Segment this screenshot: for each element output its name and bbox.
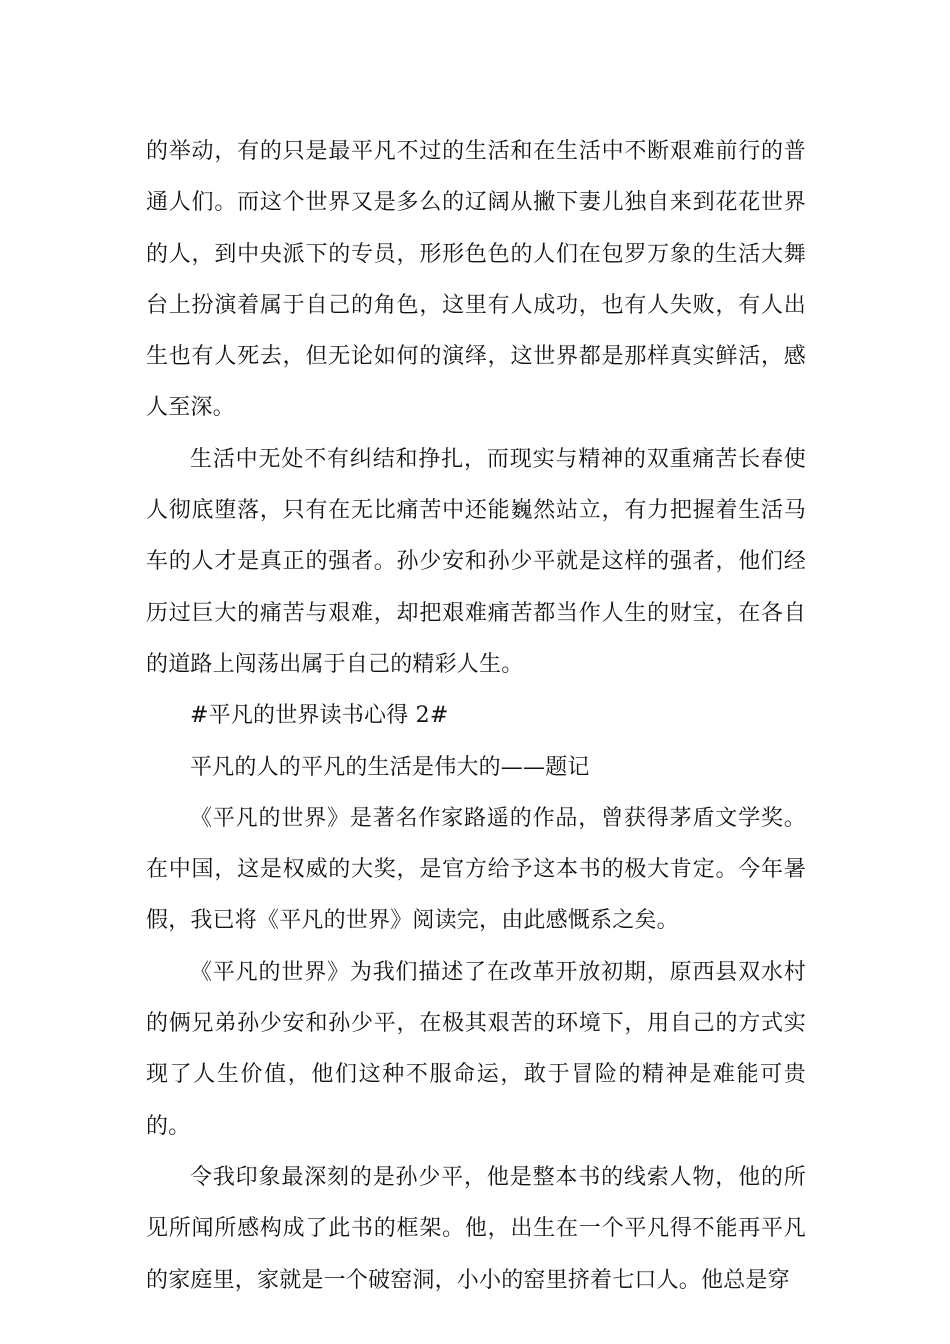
paragraph-1: 的举动，有的只是最平凡不过的生活和在生活中不断艰难前行的普通人们。而这个世界又是多么的辽阔从撇下妻儿独自来到花花世界的人，到中央派下的专员，形形色色的人们在包罗万象的生活大舞台上扮演着属于自己的角色，这里有人成功，也有人失败，有人出生也有人死去，但无论如何的演绎，这世界都是那样真实鲜活，感人至深。: [146, 139, 806, 421]
paragraph-5: 令我印象最深刻的是孙少平，他是整本书的线索人物，他的所见所闻所感构成了此书的框架。他，出生在一个平凡得不能再平凡的家庭里，家就是一个破窑洞，小小的窑里挤着七口人。他总是穿: [146, 1164, 806, 1293]
paragraph-4: 《平凡的世界》为我们描述了在改革开放初期，原西县双水村的俩兄弟孙少安和孙少平，在极其艰苦的环境下，用自己的方式实现了人生价值，他们这种不服命运，敢于冒险的精神是难能可贵的。: [146, 959, 806, 1139]
document-body: [146, 126, 806, 1306]
section-heading: #平凡的世界读书心得 2#: [190, 703, 449, 729]
epigraph: 平凡的人的平凡的生活是伟大的——题记: [190, 754, 590, 780]
paragraph-3: 《平凡的世界》是著名作家路遥的作品，曾获得茅盾文学奖。在中国，这是权威的大奖，是官方给予这本书的极大肯定。今年暑假，我已将《平凡的世界》阅读完，由此感慨系之矣。: [146, 805, 806, 934]
paragraph-2: 生活中无处不有纠结和挣扎，而现实与精神的双重痛苦长春使人彻底堕落，只有在无比痛苦中还能巍然站立，有力把握着生活马车的人才是真正的强者。孙少安和孙少平就是这样的强者，他们经历过巨大的痛苦与艰难，却把艰难痛苦都当作人生的财宝，在各自的道路上闯荡出属于自己的精彩人生。: [146, 446, 806, 677]
